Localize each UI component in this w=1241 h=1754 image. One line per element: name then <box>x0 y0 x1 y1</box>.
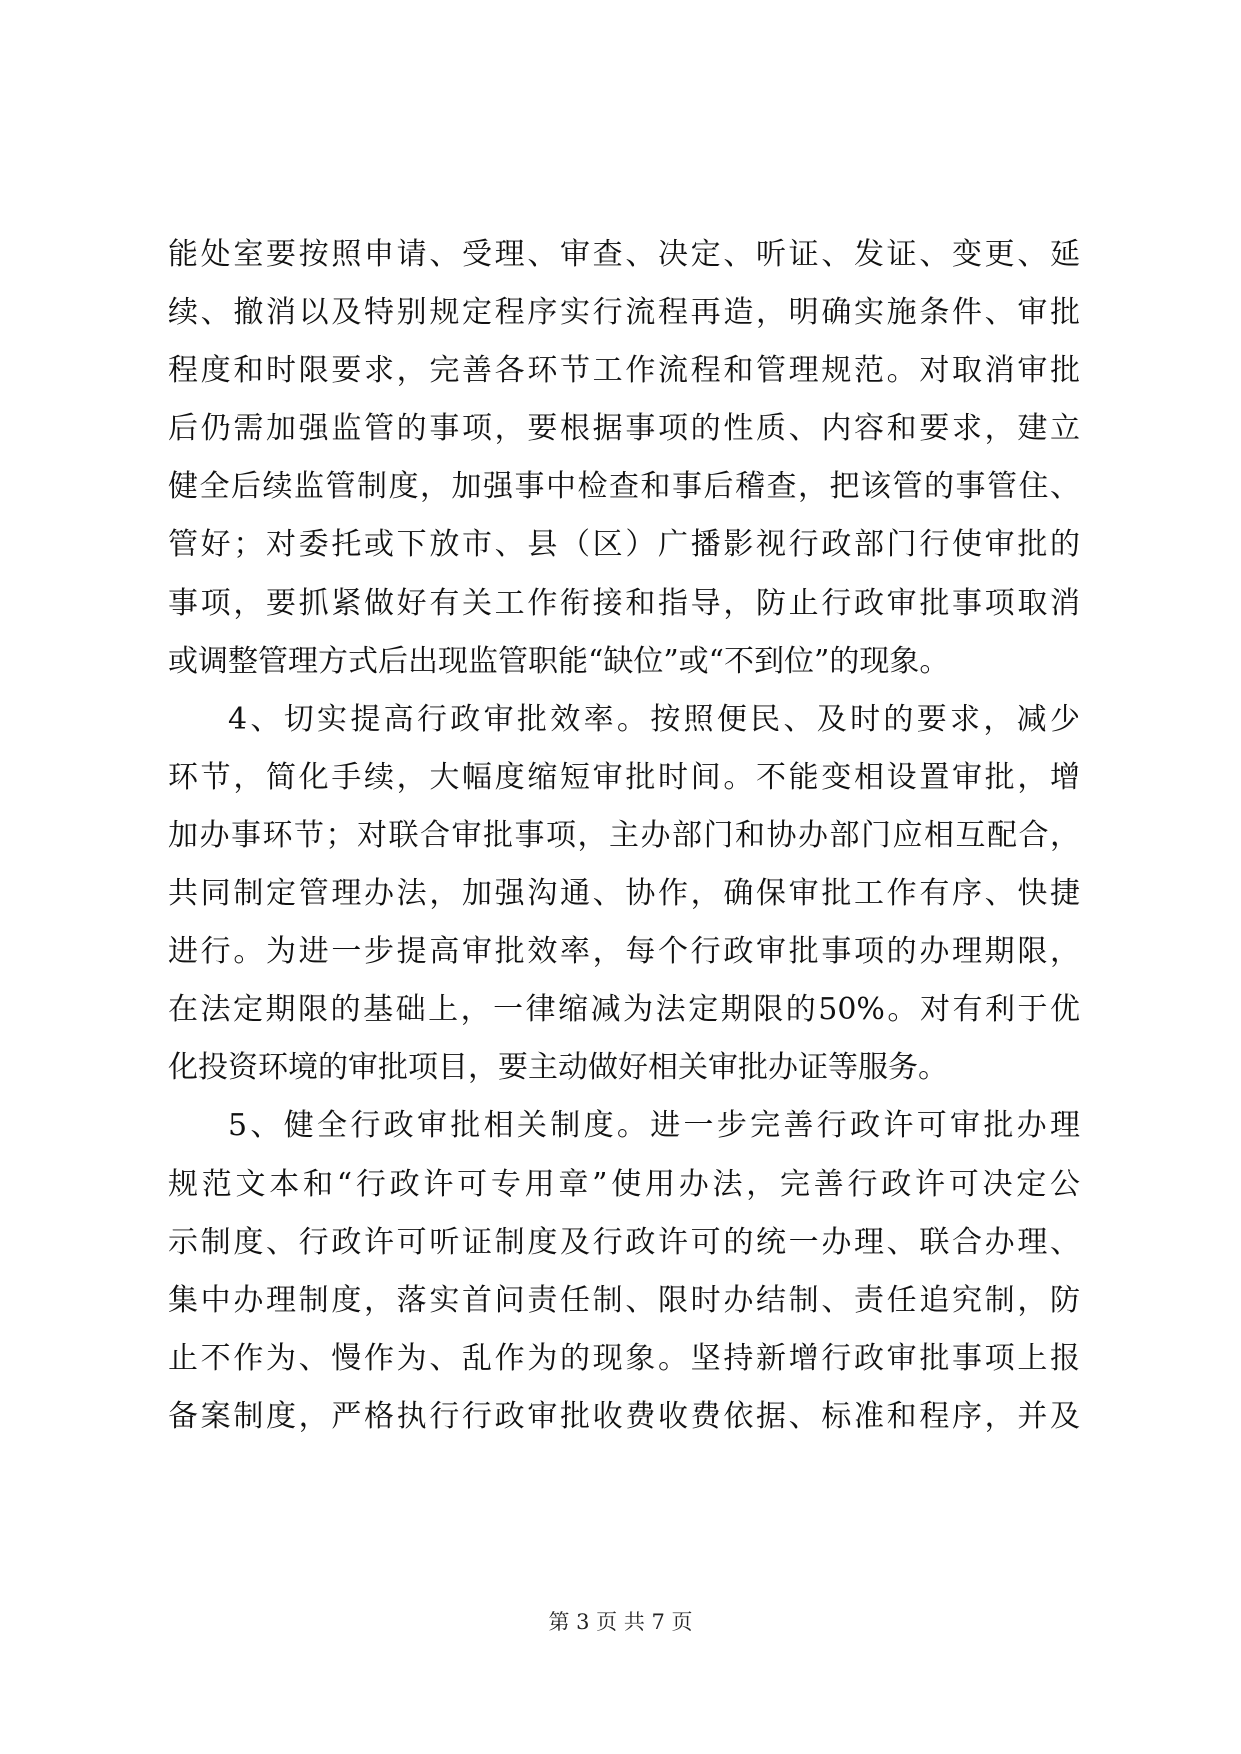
text-line: 能处室要按照申请、受理、审查、决定、听证、发证、变更、延 <box>168 237 1080 272</box>
document-body <box>168 226 1080 1446</box>
text-line: 进行。为进一步提高审批效率，每个行政审批事项的办理期限， <box>168 934 1080 970</box>
text-line: 程度和时限要求，完善各环节工作流程和管理规范。对取消审批 <box>168 353 1080 389</box>
text-line: 在法定期限的基础上，一律缩减为法定期限的50%。对有利于优 <box>168 992 1080 1028</box>
text-line: 或调整管理方式后出现监管职能“缺位”或“不到位”的现象。 <box>168 643 950 679</box>
text-line: 备案制度，严格执行行政审批收费收费依据、标准和程序，并及 <box>168 1398 1080 1434</box>
text-line: 管好；对委托或下放市、县（区）广播影视行政部门行使审批的 <box>168 527 1080 563</box>
text-line: 规范文本和“行政许可专用章”使用办法，完善行政许可决定公 <box>168 1166 1080 1202</box>
text-line: 环节，简化手续，大幅度缩短审批时间。不能变相设置审批，增 <box>168 759 1080 795</box>
text-line: 共同制定管理办法，加强沟通、协作，确保审批工作有序、快捷 <box>168 876 1080 912</box>
page-number-footer: 第 3 页 共 7 页 <box>548 1610 693 1634</box>
paragraph-4-first-line: 4、切实提高行政审批效率。按照便民、及时的要求，减少 <box>228 701 1080 737</box>
text-line: 健全后续监管制度，加强事中检查和事后稽查，把该管的事管住、 <box>168 469 1080 505</box>
text-line: 集中办理制度，落实首问责任制、限时办结制、责任追究制，防 <box>168 1282 1080 1318</box>
paragraph-5-first-line: 5、健全行政审批相关制度。进一步完善行政许可审批办理 <box>228 1108 1080 1144</box>
text-line: 化投资环境的审批项目，要主动做好相关审批办证等服务。 <box>168 1050 948 1086</box>
text-line: 示制度、行政许可听证制度及行政许可的统一办理、联合办理、 <box>168 1224 1080 1260</box>
text-line: 续、撤消以及特别规定程序实行流程再造，明确实施条件、审批 <box>168 295 1080 331</box>
text-line: 事项，要抓紧做好有关工作衔接和指导，防止行政审批事项取消 <box>168 585 1080 621</box>
text-line: 后仍需加强监管的事项，要根据事项的性质、内容和要求，建立 <box>168 411 1080 447</box>
text-line: 加办事环节；对联合审批事项，主办部门和协办部门应相互配合， <box>168 817 1080 853</box>
text-line: 止不作为、慢作为、乱作为的现象。坚持新增行政审批事项上报 <box>168 1340 1080 1376</box>
